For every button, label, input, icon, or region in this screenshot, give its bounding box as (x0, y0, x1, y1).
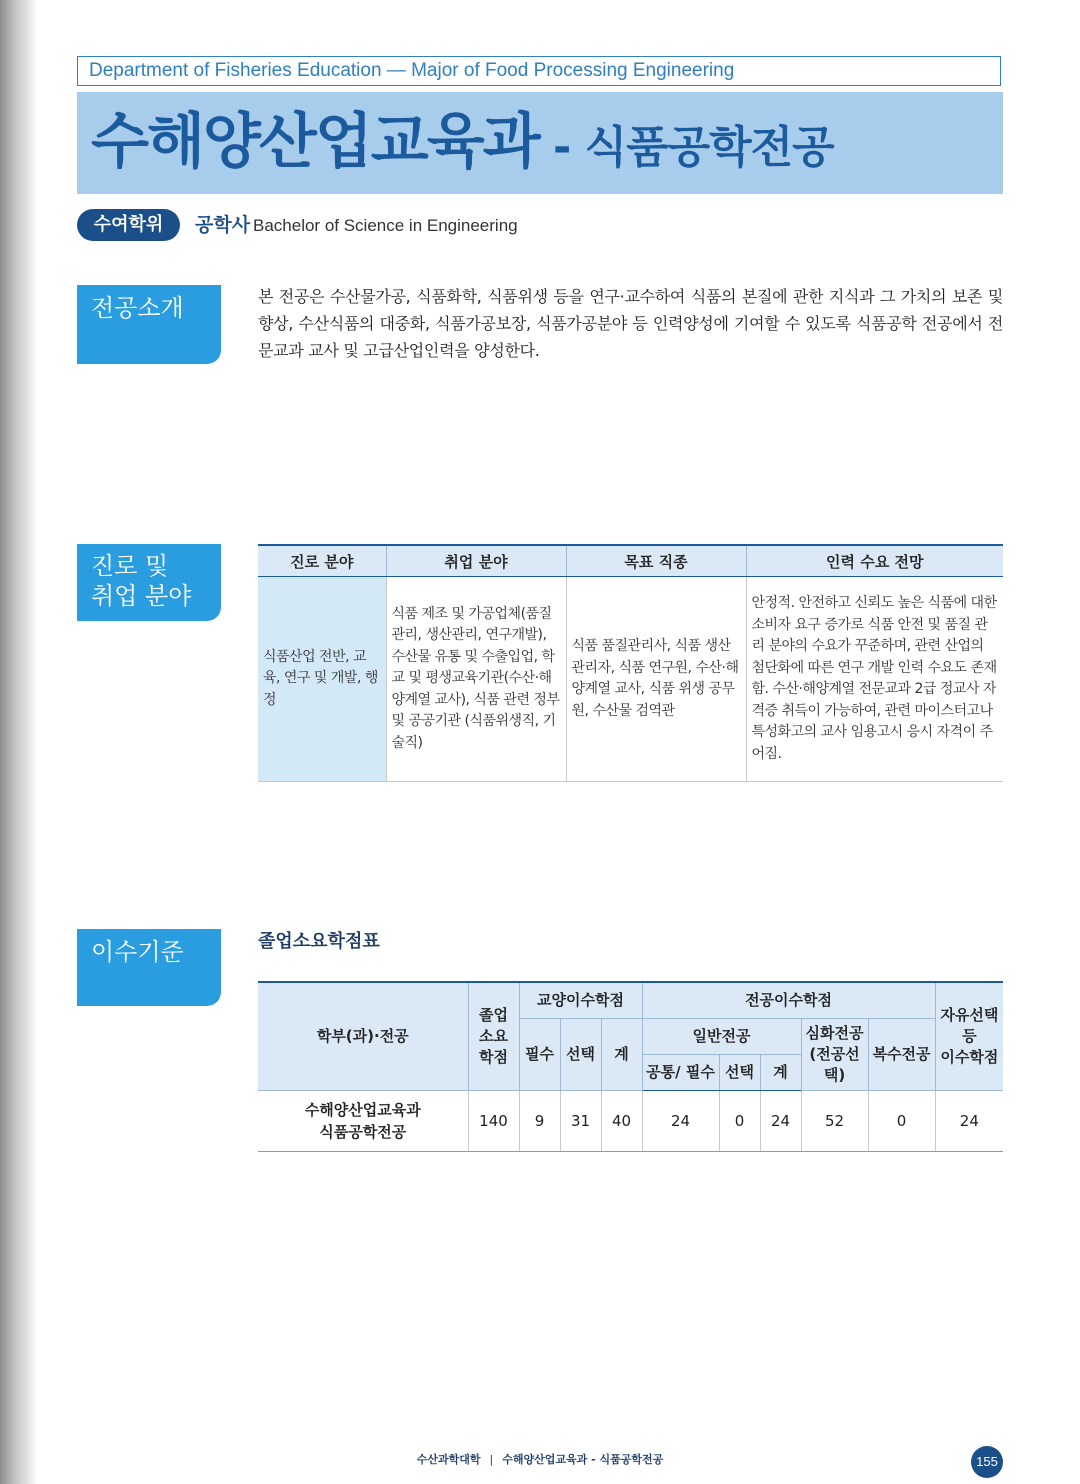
credit-table (258, 981, 1003, 1152)
career-header-row (258, 545, 1003, 577)
career-table (258, 544, 1003, 782)
career-header-path: 진로 분야 (258, 545, 386, 577)
row-gen-total: 24 (760, 1090, 801, 1151)
header-total-line1: 졸업 (479, 1005, 508, 1024)
career-header-employment: 취업 분야 (386, 545, 566, 577)
header-liberal: 교양이수학점 (519, 982, 642, 1018)
header-general-major: 일반전공 (642, 1018, 801, 1054)
header-lib-elective: 선택 (560, 1018, 601, 1090)
career-header-target: 목표 직종 (566, 545, 746, 577)
footer-dept: 수해양산업교육과 - 식품공학전공 (502, 1453, 664, 1466)
row-dept-line2: 식품공학전공 (319, 1122, 407, 1141)
credit-header-row-1 (258, 982, 1003, 1018)
section-tab-requirements: 이수기준 (77, 929, 221, 1006)
section-tab-intro: 전공소개 (77, 285, 221, 364)
section-tab-career (77, 544, 221, 621)
header-lib-total: 계 (601, 1018, 642, 1090)
page-footer (0, 1452, 1080, 1468)
row-gen-elective: 0 (719, 1090, 760, 1151)
header-free-line3: 이수학점 (940, 1047, 999, 1066)
career-tab-line1: 진로 및 (91, 552, 169, 580)
header-gen-common: 공통/ 필수 (642, 1054, 719, 1090)
row-lib-elective: 31 (560, 1090, 601, 1151)
header-total-credits (468, 982, 519, 1090)
career-header-outlook: 인력 수요 전망 (746, 545, 1003, 577)
career-target-cell: 식품 품질관리사, 식품 생산관리자, 식품 연구원, 수산·해양계열 교사, 식품 위생 공무원, 수산물 검역관 (566, 577, 746, 782)
header-free-elective (935, 982, 1003, 1090)
degree-korean: 공학사 (195, 214, 251, 236)
header-dept: 학부(과)·전공 (258, 982, 468, 1090)
footer-college: 수산과학대학 (416, 1453, 481, 1466)
credit-table-caption: 졸업소요학점표 (258, 931, 380, 952)
header-gen-elective: 선택 (719, 1054, 760, 1090)
header-lib-required: 필수 (519, 1018, 560, 1090)
header-double-major: 복수전공 (868, 1018, 935, 1090)
table-row (258, 1090, 1003, 1151)
header-free-line2: 등 (962, 1026, 977, 1045)
row-gen-common: 24 (642, 1090, 719, 1151)
header-gen-total: 계 (760, 1054, 801, 1090)
header-major: 전공이수학점 (642, 982, 935, 1018)
career-outlook-cell: 안정적. 안전하고 신뢰도 높은 식품에 대한 소비자 요구 증가로 식품 안전 및 품질 관리 분야의 수요가 꾸준하며, 관련 산업의 첨단화에 따른 연구 개발 인력 수요도 존재함. 수산·해양계열 전문교과 2급 정교사 자격증 취득이 가능하여, 관련 마이스터고나 특성화고의 교사 임용고시 응시 자격이 주어짐. (746, 577, 1003, 782)
title-banner (77, 92, 1003, 194)
header-total-line3: 학점 (479, 1047, 508, 1066)
row-double-major: 0 (868, 1090, 935, 1151)
intro-paragraph: 본 전공은 수산물가공, 식품화학, 식품위생 등을 연구·교수하여 식품의 본질에 관한 지식과 그 가치의 보존 및 향상, 수산식품의 대중화, 식품가공보장, 식품가공분야 등 인력양성에 기여할 수 있도록 식품공학 전공에서 전문교과 교사 및 고급산업인력을 양성한다. (258, 287, 1003, 360)
header-advanced-line2: (전공선택) (809, 1044, 860, 1084)
degree-label-badge: 수여학위 (77, 209, 180, 241)
career-employment-cell: 식품 제조 및 가공업체(품질관리, 생산관리, 연구개발), 수산물 유통 및 수출입업, 학교 및 평생교육기관(수산·해양계열 교사), 식품 관련 정부 및 공공기관 (식품위생직, 기술직) (386, 577, 566, 782)
career-tab-line2: 취업 분야 (91, 582, 192, 610)
row-advanced: 52 (801, 1090, 868, 1151)
row-dept-line1: 수해양산업교육과 (304, 1100, 421, 1119)
career-path-cell: 식품산업 전반, 교육, 연구 및 개발, 행정 (258, 577, 386, 782)
header-total-line2: 소요 (479, 1026, 508, 1045)
page-number-badge: 155 (971, 1446, 1003, 1478)
page-title (91, 102, 834, 188)
row-free: 24 (935, 1090, 1003, 1151)
degree-english: Bachelor of Science in Engineering (253, 216, 518, 235)
header-free-line1: 자유선택 (940, 1005, 999, 1024)
row-dept-cell (258, 1090, 468, 1151)
department-english-title: Department of Fisheries Education — Major of Food Processing Engineering (77, 56, 1001, 86)
title-major: 식품공학전공 (584, 122, 834, 173)
footer-separator: | (489, 1453, 494, 1466)
title-separator: - (538, 122, 585, 173)
title-department: 수해양산업교육과 (91, 107, 539, 177)
book-spine-shadow (0, 0, 38, 1484)
row-lib-total: 40 (601, 1090, 642, 1151)
table-row (258, 577, 1003, 782)
header-advanced-major (801, 1018, 868, 1090)
header-advanced-line1: 심화전공 (805, 1023, 864, 1042)
row-total: 140 (468, 1090, 519, 1151)
row-lib-required: 9 (519, 1090, 560, 1151)
